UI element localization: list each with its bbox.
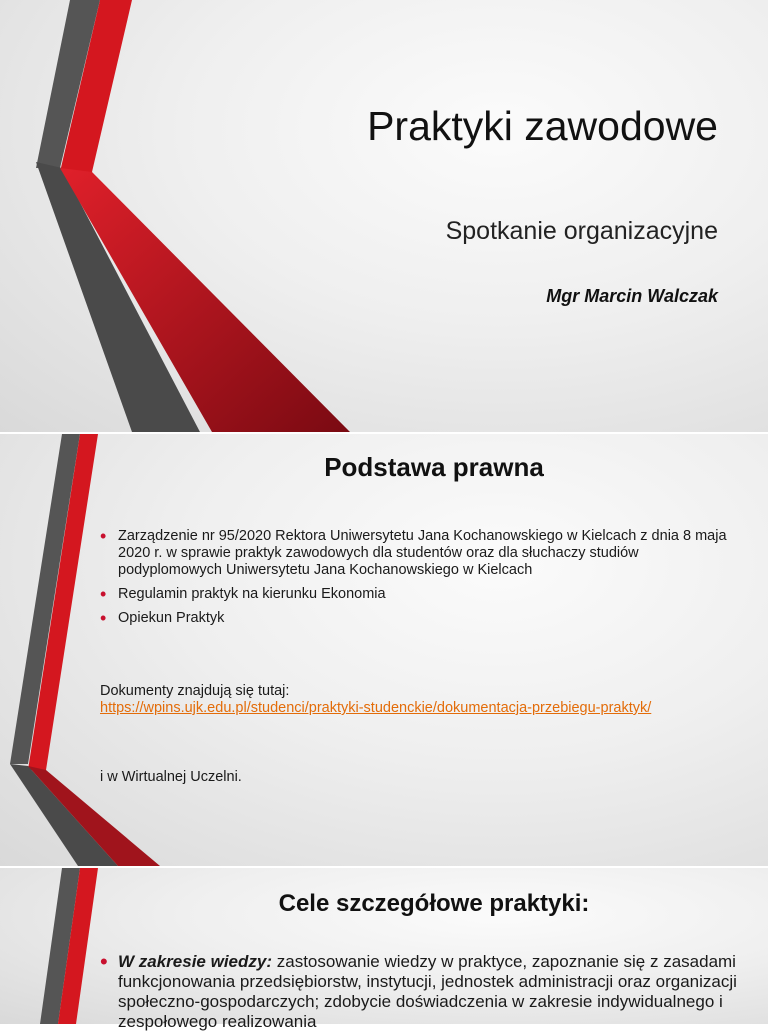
- decorative-stripes: [0, 434, 200, 866]
- list-item: • Opiekun Praktyk: [100, 610, 740, 627]
- slide-title-text: Praktyki zawodowe: [367, 103, 718, 149]
- slide-subtitle: Spotkanie organizacyjne: [445, 217, 718, 245]
- documents-extra: i w Wirtualnej Uczelni.: [100, 769, 242, 785]
- legal-basis-list: [100, 528, 740, 634]
- slide-legal-basis: [0, 434, 768, 866]
- bullet-text: zastosowanie wiedzy w praktyce, zapoznanie się z zasadami funkcjonowania przedsiębiorstw, instytucji, jednostek administracji oraz organizacji społeczno-gospodarczych; zdobycie doświadczenia w zakresie indywidualnego i zespołowego realizowania: [118, 952, 737, 1031]
- slide-3-title: Cele szczegółowe praktyki:: [278, 890, 590, 917]
- documents-link[interactable]: https://wpins.ujk.edu.pl/studenci/praktyki-studenckie/dokumentacja-przebiegu-praktyk/: [100, 700, 652, 716]
- slide-title: [0, 0, 768, 432]
- slide-2-title: Podstawa prawna: [324, 452, 544, 482]
- list-item: [100, 952, 740, 1032]
- list-item: • Regulamin praktyk na kierunku Ekonomia: [100, 586, 740, 603]
- author-name: Mgr Marcin Walczak: [546, 286, 718, 306]
- documents-intro: Dokumenty znajdują się tutaj:: [100, 683, 290, 699]
- decorative-stripes: [0, 0, 360, 432]
- goals-list: [100, 952, 740, 1032]
- list-item: • Zarządzenie nr 95/2020 Rektora Uniwersytetu Jana Kochanowskiego w Kielcach z dnia 8 maja 2020 r. w sprawie praktyk zawodowych dla studentów oraz dla słuchaczy studiów podyplomowych Uniwersytetu Jana Kochanowskiego w Kielcach: [100, 528, 740, 579]
- bullet-label: W zakresie wiedzy:: [118, 952, 273, 971]
